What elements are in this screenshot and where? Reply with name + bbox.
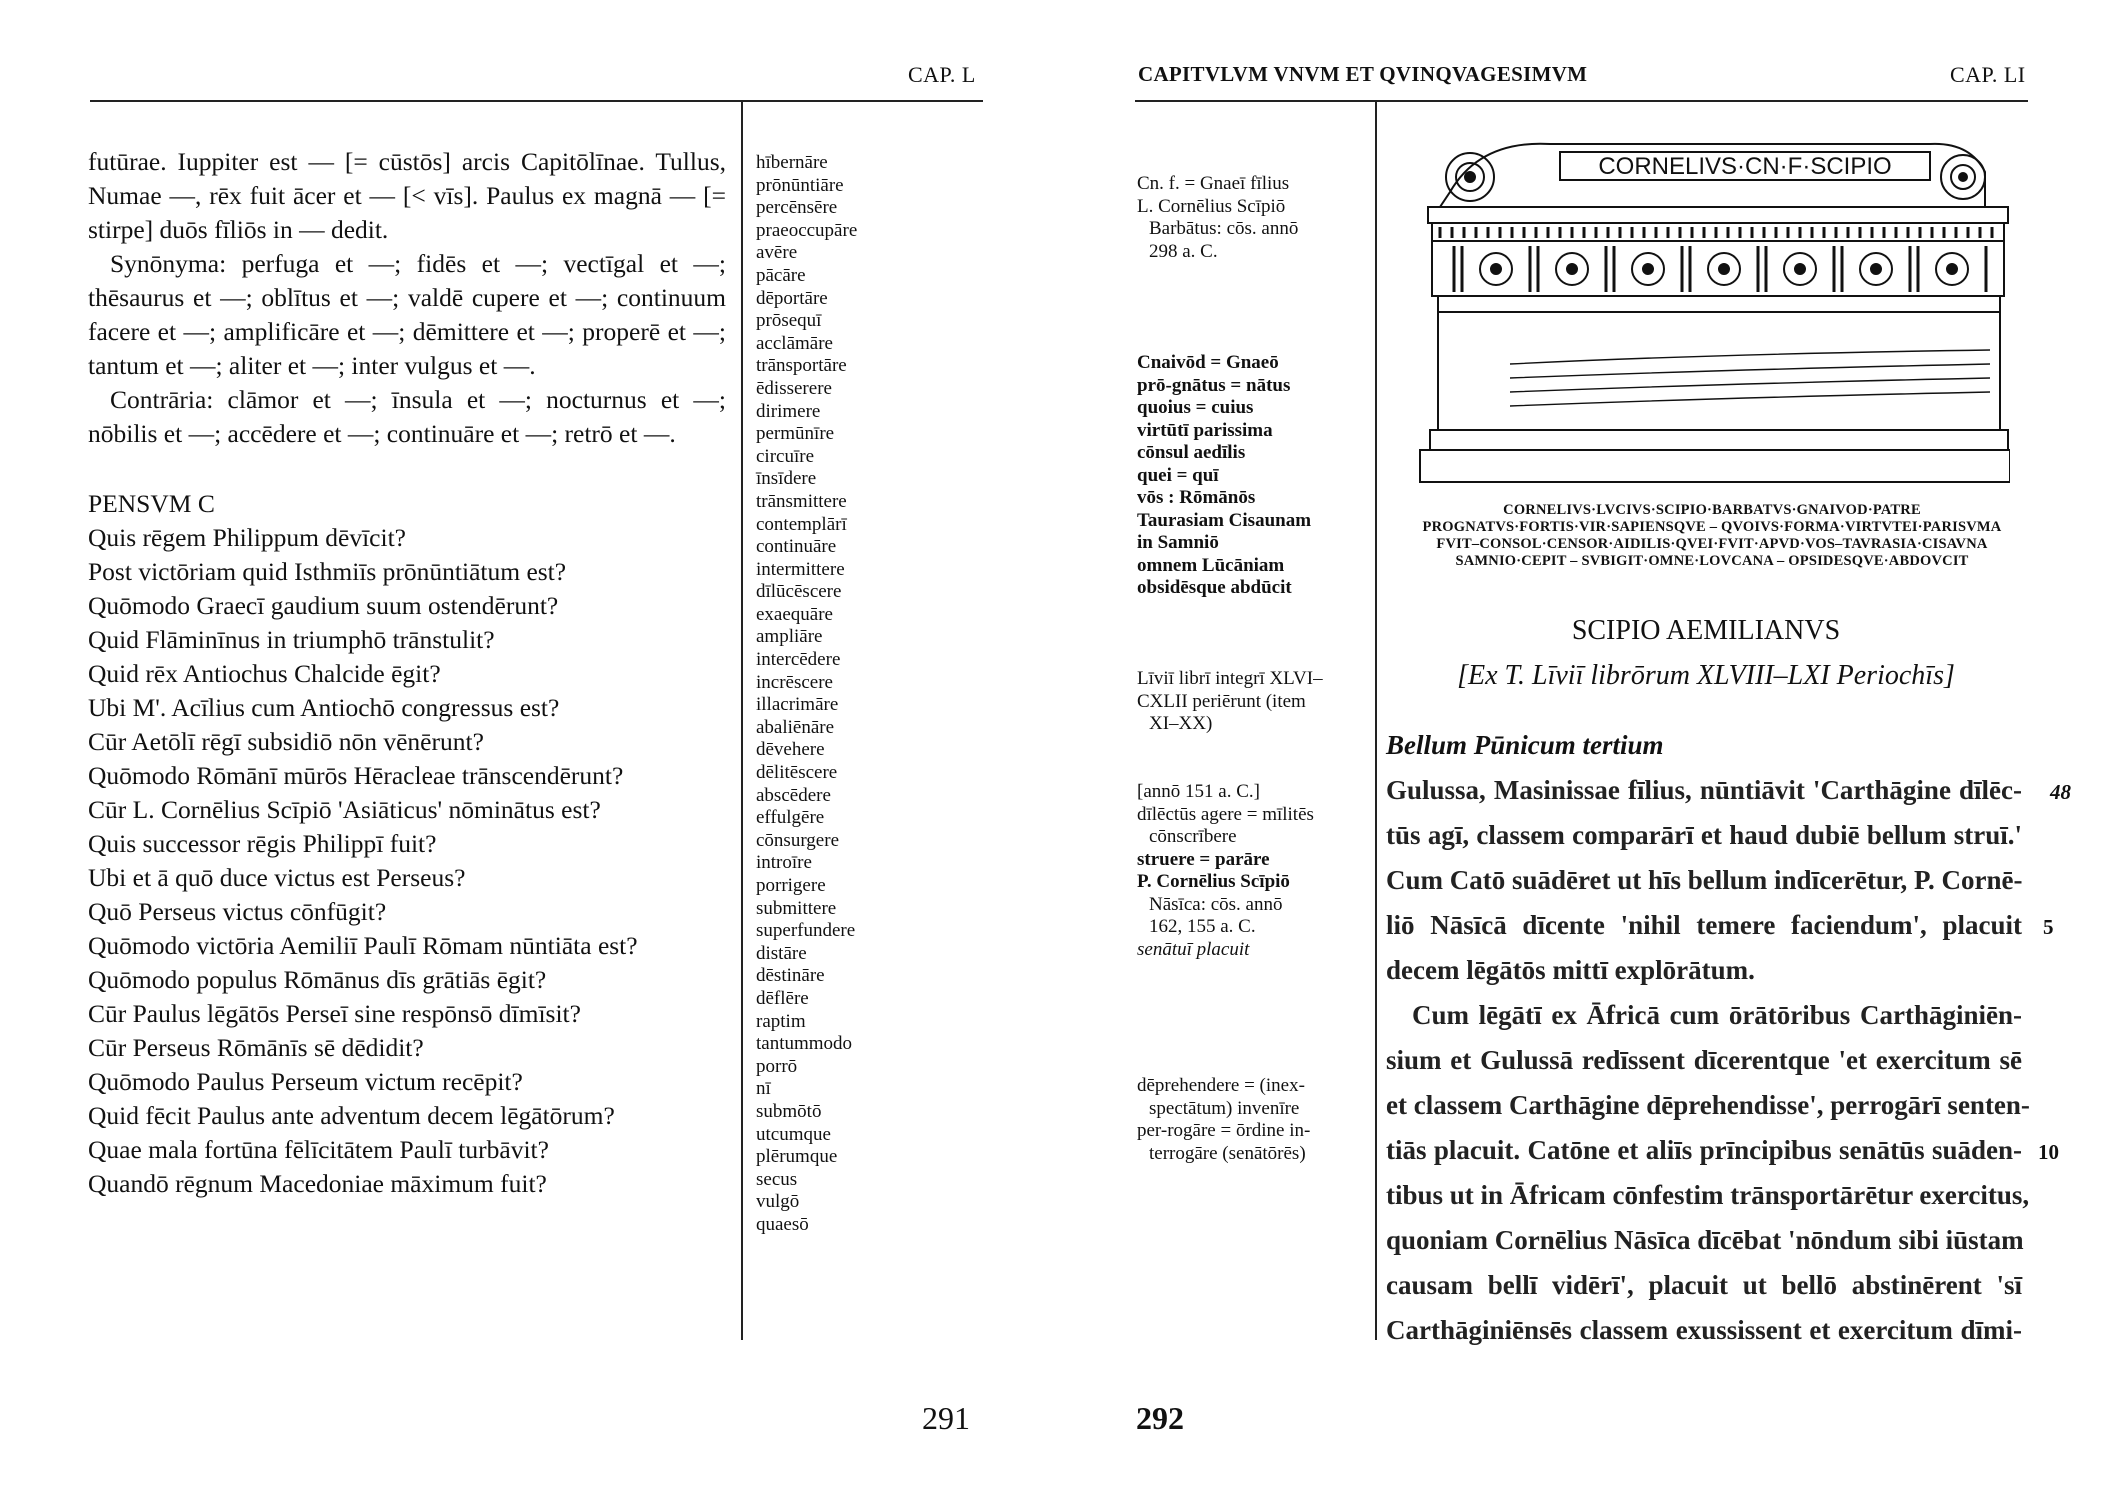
question-item: Quid fēcit Paulus ante adventum decem lēgātōrum? — [88, 1101, 615, 1130]
text-line: tūs agī, classem comparārī et haud dubiē bellum struī.' — [1386, 820, 2022, 850]
line-number: 48 — [2050, 780, 2071, 804]
vocab-word: dēportāre — [756, 287, 828, 309]
lid-inscription: CORNELIVS·CN·F·SCIPIO — [1598, 153, 1892, 180]
vocab-word: abaliēnāre — [756, 716, 835, 738]
vocab-word: tantummodo — [756, 1033, 853, 1055]
vocab-word: porrigere — [756, 875, 826, 896]
chapter-header-title: CAPITVLVM VNVM ET QVINQVAGESIMVM — [1138, 62, 1588, 86]
vocab-word: pācāre — [756, 264, 806, 286]
vocab-word: continuāre — [756, 536, 837, 558]
left-column-divider — [741, 100, 743, 1340]
left-text-block — [88, 145, 726, 1201]
vocab-word: circuīre — [756, 445, 815, 467]
question-item: Cūr Aetōlī rēgī subsidiō nōn vēnērunt? — [88, 727, 484, 756]
sarcophagus-caption: CORNELIVS·LVCIVS·SCIPIO·BARBATVS·GNAIVOD·PATRE PROGNATVS·FORTIS·VIR·SAPIENSQVE – QVOIVS·FORMA·VIRTVTEI·PARISVMA FVIT–CONSOL·CENSOR·AIDILIS·QVEI·FVIT·APVD·VOS–TAVRASIA·CISAVNA SAMNIO·CEPIT – SVBIGIT·OMNE·LOVCANA – OPSIDESQVE·ABDOVCIT — [1422, 502, 2002, 569]
chapter-subtitle: [Ex T. Līviī librōrum XLVIII–LXI Periochīs] — [1457, 660, 1955, 691]
margin-note: [annō 151 a. C.] dīlēctūs agere = mīlitēs cōnscrībere struere = parāre P. Cornēlius Scīpiō Nāsīca: cōs. annō 162, 155 a. C. senātuī placuit — [1137, 781, 1314, 960]
vocab-word: submittere — [756, 897, 837, 919]
vocab-word: hībernāre — [756, 152, 828, 173]
vocab-word: intercēdere — [756, 649, 841, 671]
text-line: Cum lēgātī ex Āfricā cum ōrātōribus Carthāginiēn- — [1412, 1000, 2022, 1030]
left-header-rule — [90, 100, 983, 102]
paragraph: Contrāria: clāmor et —; īnsula et —; nocturnus et —; nōbilis et —; accēdere et —; continuāre et —; retrō et —. — [88, 385, 726, 448]
margin-note: dēprehendere = (inex- spectātum) invenīre per-rogāre = ōrdine in- terrogāre (senātōrēs) — [1137, 1075, 1311, 1164]
text-line: Carthāginiēnsēs classem exussissent et exercitum dīmi- — [1386, 1315, 2022, 1345]
vocab-word: īnsīdere — [756, 468, 817, 490]
question-item: Quōmodo populus Rōmānus dīs grātiās ēgit? — [88, 965, 547, 994]
right-page-number: 292 — [1136, 1400, 1184, 1436]
question-item: Quōmodo Paulus Perseum victum recēpit? — [88, 1067, 523, 1096]
text-line: sium et Gulussā redīssent dīcerentque 'et exercitum sē — [1386, 1045, 2022, 1075]
text-line: liō Nāsīcā dīcente 'nihil temere faciendum', placuit — [1386, 910, 2022, 940]
text-line: et classem Carthāgine dēprehendisse', perrogārī senten- — [1386, 1090, 2030, 1120]
paragraph: futūrae. Iuppiter est — [= cūstōs] arcis Capitōlīnae. Tullus, Numae —, rēx fuit ācer et — [< vīs]. Paulus ex magnā — [= stirpe] duōs fīliōs in — dedit. — [88, 147, 726, 244]
vocab-word: distāre — [756, 942, 807, 964]
vocab-word: dirimere — [756, 400, 821, 422]
question-item: Quōmodo Rōmānī mūrōs Hēracleae trānscendērunt? — [88, 761, 624, 790]
question-item: Quae mala fortūna fēlīcitātem Paulī turbāvit? — [88, 1135, 549, 1164]
vocab-word: plērumque — [756, 1146, 838, 1168]
right-column-divider — [1375, 100, 1377, 1340]
vocab-word: percēnsēre — [756, 197, 838, 219]
text-line: tibus ut in Āfricam cōnfestim trānsportārētur exercitus, — [1386, 1180, 2030, 1210]
vocab-word: avēre — [756, 242, 798, 264]
vocab-word: ēdisserere — [756, 377, 832, 399]
vocab-word: vulgō — [756, 1191, 800, 1213]
vocab-word: trānsmittere — [756, 490, 847, 512]
question-item: Ubi et ā quō duce victus est Perseus? — [88, 863, 466, 892]
vocab-column — [756, 152, 936, 1237]
vocab-word: contemplārī — [756, 513, 847, 535]
vocab-word: dēflēre — [756, 987, 809, 1009]
chapter-title: SCIPIO AEMILIANVS — [1571, 615, 1841, 646]
vocab-word: praeoccupāre — [756, 219, 858, 241]
vocab-word: raptim — [756, 1010, 806, 1032]
question-item: Quid Flāminīnus in triumphō trānstulit? — [88, 625, 495, 654]
vocab-word: utcumque — [756, 1123, 831, 1145]
left-page-number: 291 — [922, 1400, 970, 1436]
question-item: Cūr Perseus Rōmānīs sē dēdidit? — [88, 1033, 424, 1062]
text-line: Gulussa, Masinissae fīlius, nūntiāvit 'Carthāgine dīlēc- — [1386, 775, 2022, 805]
right-header-rule — [1135, 100, 2028, 102]
vocab-word: trānsportāre — [756, 355, 847, 377]
question-item: Cūr L. Cornēlius Scīpiō 'Asiāticus' nōminātus est? — [88, 795, 601, 824]
vocab-word: exaequāre — [756, 603, 833, 625]
vocab-word: incrēscere — [756, 671, 833, 693]
vocab-word: dīlūcēscere — [756, 581, 842, 603]
line-number: 10 — [2038, 1140, 2059, 1164]
vocab-word: abscēdere — [756, 784, 831, 806]
sarcophagus-illustration — [1410, 132, 2010, 497]
vocab-word: quaesō — [756, 1213, 809, 1235]
question-item: Quōmodo Graecī gaudium suum ostendērunt? — [88, 591, 559, 620]
question-item: Ubi M'. Acīlius cum Antiochō congressus est? — [88, 693, 560, 722]
question-item: Quō Perseus victus cōnfūgit? — [88, 897, 387, 926]
vocab-word: submōtō — [756, 1100, 822, 1122]
question-item: Post victōriam quid Isthmiīs prōnūntiātum est? — [88, 557, 567, 586]
vocab-word: illacrimāre — [756, 694, 839, 716]
text-line: causam bellī vidērī', placuit ut bellō abstinērent 'sī — [1386, 1270, 2022, 1300]
vocab-word: cōnsurgere — [756, 829, 840, 851]
vocab-word: permūnīre — [756, 423, 835, 445]
vocab-word: dēstināre — [756, 965, 825, 987]
text-line: quoniam Cornēlius Nāsīca dīcēbat 'nōndum sibi iūstam — [1386, 1225, 2024, 1255]
vocab-word: dēvehere — [756, 739, 825, 761]
question-list — [88, 521, 726, 1201]
vocab-word: prōnūntiāre — [756, 174, 844, 196]
margin-note: Līviī librī integrī XLVI– CXLII periērunt (item XI–XX) — [1137, 668, 1323, 734]
vocab-word: secus — [756, 1168, 798, 1190]
vocab-word: nī — [756, 1078, 771, 1100]
text-line: tiās placuit. Catōne et aliīs prīncipibus senātūs suāden- — [1386, 1135, 2022, 1165]
section-heading: Bellum Pūnicum tertium — [1386, 730, 1664, 760]
margin-note: Cnaivōd = Gnaeō prō-gnātus = nātus quoius = cuius virtūtī parissima cōnsul aedīlis quei = quī vōs : Rōmānōs Taurasiam Cisaunam in Samniō omnem Lūcāniam obsidēsque abdūcit — [1137, 352, 1312, 598]
question-item: Quōmodo victōria Aemiliī Paulī Rōmam nūntiāta est? — [88, 931, 638, 960]
paragraph: Synōnyma: perfuga et —; fidēs et —; vectīgal et —; thēsaurus et —; oblītus et —; valdē cupere et —; continuum facere et —; amplificāre et —; dēmittere et —; properē et —; tantum et —; aliter et —; inter vulgus et —. — [88, 249, 726, 380]
question-item: Quandō rēgnum Macedoniae māximum fuit? — [88, 1169, 547, 1198]
vocab-word: dēlitēscere — [756, 762, 838, 784]
text-line: decem lēgātōs mittī explōrātum. — [1386, 955, 1755, 985]
vocab-word: ampliāre — [756, 626, 823, 648]
question-item: Quis rēgem Philippum dēvīcit? — [88, 523, 406, 552]
vocab-word: introīre — [756, 852, 812, 874]
vocab-word: intermittere — [756, 558, 845, 580]
question-item: Cūr Paulus lēgātōs Perseī sine respōnsō dīmīsit? — [88, 999, 581, 1028]
question-item: Quid rēx Antiochus Chalcide ēgit? — [88, 659, 441, 688]
margin-note: Cn. f. = Gnaeī fīlius L. Cornēlius Scīpiō Barbātus: cōs. annō 298 a. C. — [1137, 173, 1299, 262]
question-item: Quis successor rēgis Philippī fuit? — [88, 829, 437, 858]
main-text — [1386, 768, 2030, 1353]
text-line: Cum Catō suādēret ut hīs bellum indīcerētur, P. Cornē- — [1386, 865, 2023, 895]
pensum-title: PENSVM C — [88, 489, 215, 518]
left-header-cap: CAP. L — [908, 62, 976, 87]
right-header-cap: CAP. LI — [1950, 62, 2026, 87]
vocab-word: superfundere — [756, 920, 856, 942]
vocab-word: porrō — [756, 1055, 798, 1077]
line-number: 5 — [2043, 915, 2054, 939]
vocab-word: acclāmāre — [756, 332, 833, 354]
vocab-word: prōsequī — [756, 310, 822, 332]
vocab-word: effulgēre — [756, 807, 825, 829]
